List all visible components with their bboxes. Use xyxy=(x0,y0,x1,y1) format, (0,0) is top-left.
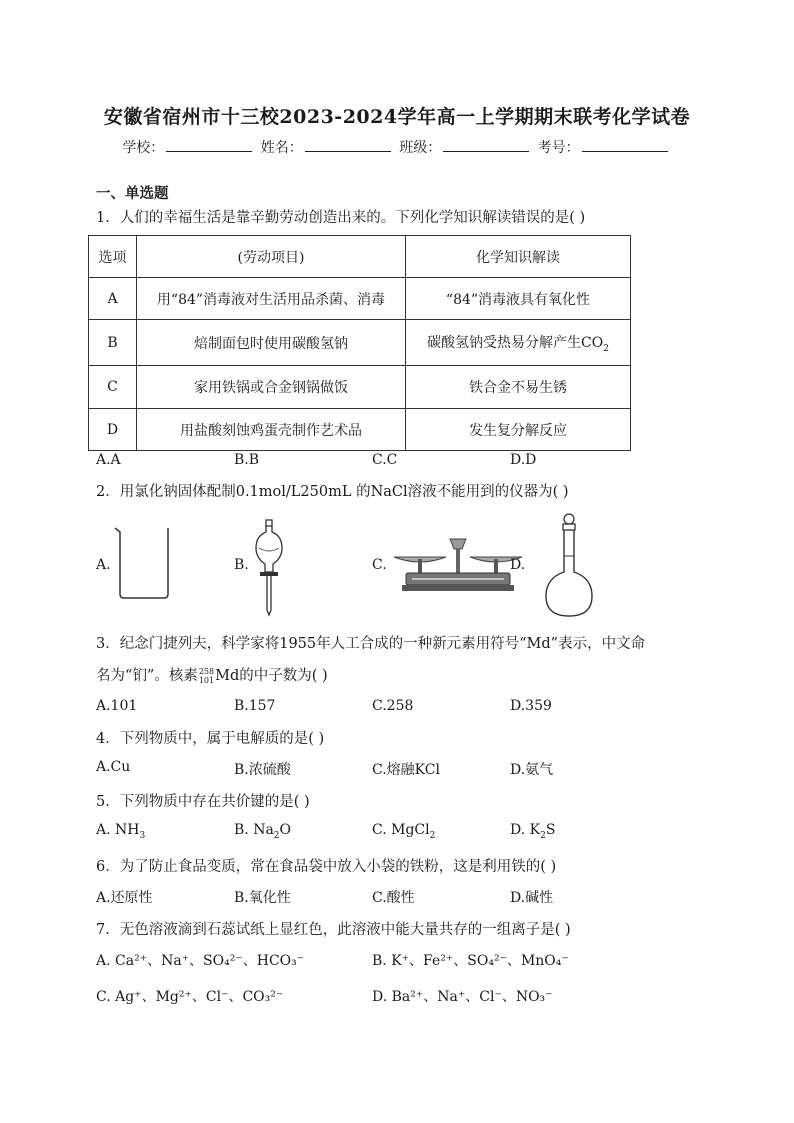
table-row xyxy=(89,278,631,320)
question-4: 4．下列物质中，属于电解质的是( ) xyxy=(96,731,325,747)
number-blank[interactable] xyxy=(582,139,668,152)
question-7: 7．无色溶液滴到石蕊试纸上显红色，此溶液中能大量共存的一组离子是( ) xyxy=(96,922,571,938)
q1-option-c[interactable]: C.C xyxy=(372,452,398,468)
table-cell: C xyxy=(89,366,137,409)
q7-option-b[interactable]: B. K⁺、Fe²⁺、SO₄²⁻、MnO₄⁻ xyxy=(372,953,569,969)
table-row xyxy=(89,409,631,451)
question-1: 1．人们的幸福生活是靠辛勤劳动创造出来的。下列化学知识解读错误的是( ) xyxy=(96,210,586,226)
table-header-row xyxy=(89,236,631,278)
table-row xyxy=(89,320,631,366)
school-blank[interactable] xyxy=(166,139,252,152)
q6-option-c[interactable]: C.酸性 xyxy=(372,890,415,906)
question-3-line1: 3．纪念门捷列夫，科学家将1955年人工合成的一种新元素用符号“Md”表示，中文命 xyxy=(96,636,646,652)
subscript: 2 xyxy=(603,343,609,354)
q5-option-b[interactable]: B. $Na_2O$ xyxy=(234,822,292,841)
table-cell: A xyxy=(89,278,137,320)
question-2: 2．用氯化钠固体配制0.1mol/L250mL 的NaCl溶液不能用到的仪器为( ) xyxy=(96,484,569,500)
q2-option-a[interactable]: A. xyxy=(96,557,111,573)
student-info-line xyxy=(0,137,794,157)
q5-option-c[interactable]: C. MgCl$_2$ xyxy=(372,822,436,841)
nuclide-notation: 258 101 xyxy=(198,667,215,685)
q1-table xyxy=(88,235,631,451)
table-header-cell: (劳动项目) xyxy=(137,236,406,278)
table-cell: 铁合金不易生锈 xyxy=(406,366,631,409)
q1-option-b[interactable]: B.B xyxy=(234,452,260,468)
q5-option-a[interactable]: A. $NH_3$ xyxy=(96,822,146,841)
table-cell: 碳酸氢钠受热易分解产生$CO_2$ xyxy=(406,320,631,366)
q3-option-b[interactable]: B.157 xyxy=(234,698,276,714)
name-label: 姓名： xyxy=(260,140,303,156)
q4-option-c[interactable]: C.熔融KCl xyxy=(372,762,440,778)
name-blank[interactable] xyxy=(305,139,391,152)
table-cell: “84”消毒液具有氧化性 xyxy=(406,278,631,320)
q1-option-a[interactable]: A.A xyxy=(96,452,121,468)
table-cell: D xyxy=(89,409,137,451)
table-cell: 用“84”消毒液对生活用品杀菌、消毒 xyxy=(137,278,406,320)
table-header-cell: 化学知识解读 xyxy=(406,236,631,278)
q7-option-a[interactable]: A. Ca²⁺、Na⁺、SO₄²⁻、HCO₃⁻ xyxy=(96,953,305,969)
question-3-line2: 名为“钔”。核素258 101Md的中子数为( ) xyxy=(96,667,328,685)
q4-option-a[interactable]: A.Cu xyxy=(96,759,131,775)
q6-option-d[interactable]: D.碱性 xyxy=(510,890,554,906)
table-cell: 用盐酸刻蚀鸡蛋壳制作艺术品 xyxy=(137,409,406,451)
q5-option-d[interactable]: D. $K_2S$ xyxy=(510,822,556,841)
q2-option-d[interactable]: D. xyxy=(510,557,526,573)
table-row xyxy=(89,366,631,409)
beaker-icon xyxy=(112,526,172,600)
volumetric-flask-icon xyxy=(542,512,596,620)
separatory-funnel-icon xyxy=(252,518,286,618)
table-cell: 家用铁锅或合金钢锅做饭 xyxy=(137,366,406,409)
q2-option-b[interactable]: B. xyxy=(234,557,249,573)
balance-scale-icon xyxy=(392,535,524,593)
q3-option-a[interactable]: A.101 xyxy=(96,698,138,714)
table-cell: 焙制面包时使用碳酸氢钠 xyxy=(137,320,406,366)
q3-option-d[interactable]: D.359 xyxy=(510,698,552,714)
table-header-cell: 选项 xyxy=(89,236,137,278)
question-6: 6．为了防止食品变质，常在食品袋中放入小袋的铁粉，这是利用铁的( ) xyxy=(96,859,557,875)
number-label: 考号： xyxy=(537,140,580,156)
q4-option-d[interactable]: D.氨气 xyxy=(510,762,554,778)
q3-option-c[interactable]: C.258 xyxy=(372,698,414,714)
q1-option-d[interactable]: D.D xyxy=(510,452,537,468)
table-cell: B xyxy=(89,320,137,366)
q4-option-b[interactable]: B.浓硫酸 xyxy=(234,762,291,778)
q7-option-d[interactable]: D. Ba²⁺、Na⁺、Cl⁻、NO₃⁻ xyxy=(372,989,553,1005)
exam-title: 安徽省宿州市十三校2023-2024学年高一上学期期末联考化学试卷 xyxy=(103,106,691,128)
q2-option-c[interactable]: C. xyxy=(372,557,387,573)
question-5: 5．下列物质中存在共价键的是( ) xyxy=(96,794,310,810)
q6-option-b[interactable]: B.氧化性 xyxy=(234,890,291,906)
q7-option-c[interactable]: C. Ag⁺、Mg²⁺、Cl⁻、CO₃²⁻ xyxy=(96,989,284,1005)
q6-option-a[interactable]: A.还原性 xyxy=(96,890,153,906)
class-blank[interactable] xyxy=(443,139,529,152)
table-cell: 发生复分解反应 xyxy=(406,409,631,451)
section-heading: 一、单选题 xyxy=(96,185,169,202)
class-label: 班级： xyxy=(399,140,442,156)
school-label: 学校： xyxy=(122,140,165,156)
